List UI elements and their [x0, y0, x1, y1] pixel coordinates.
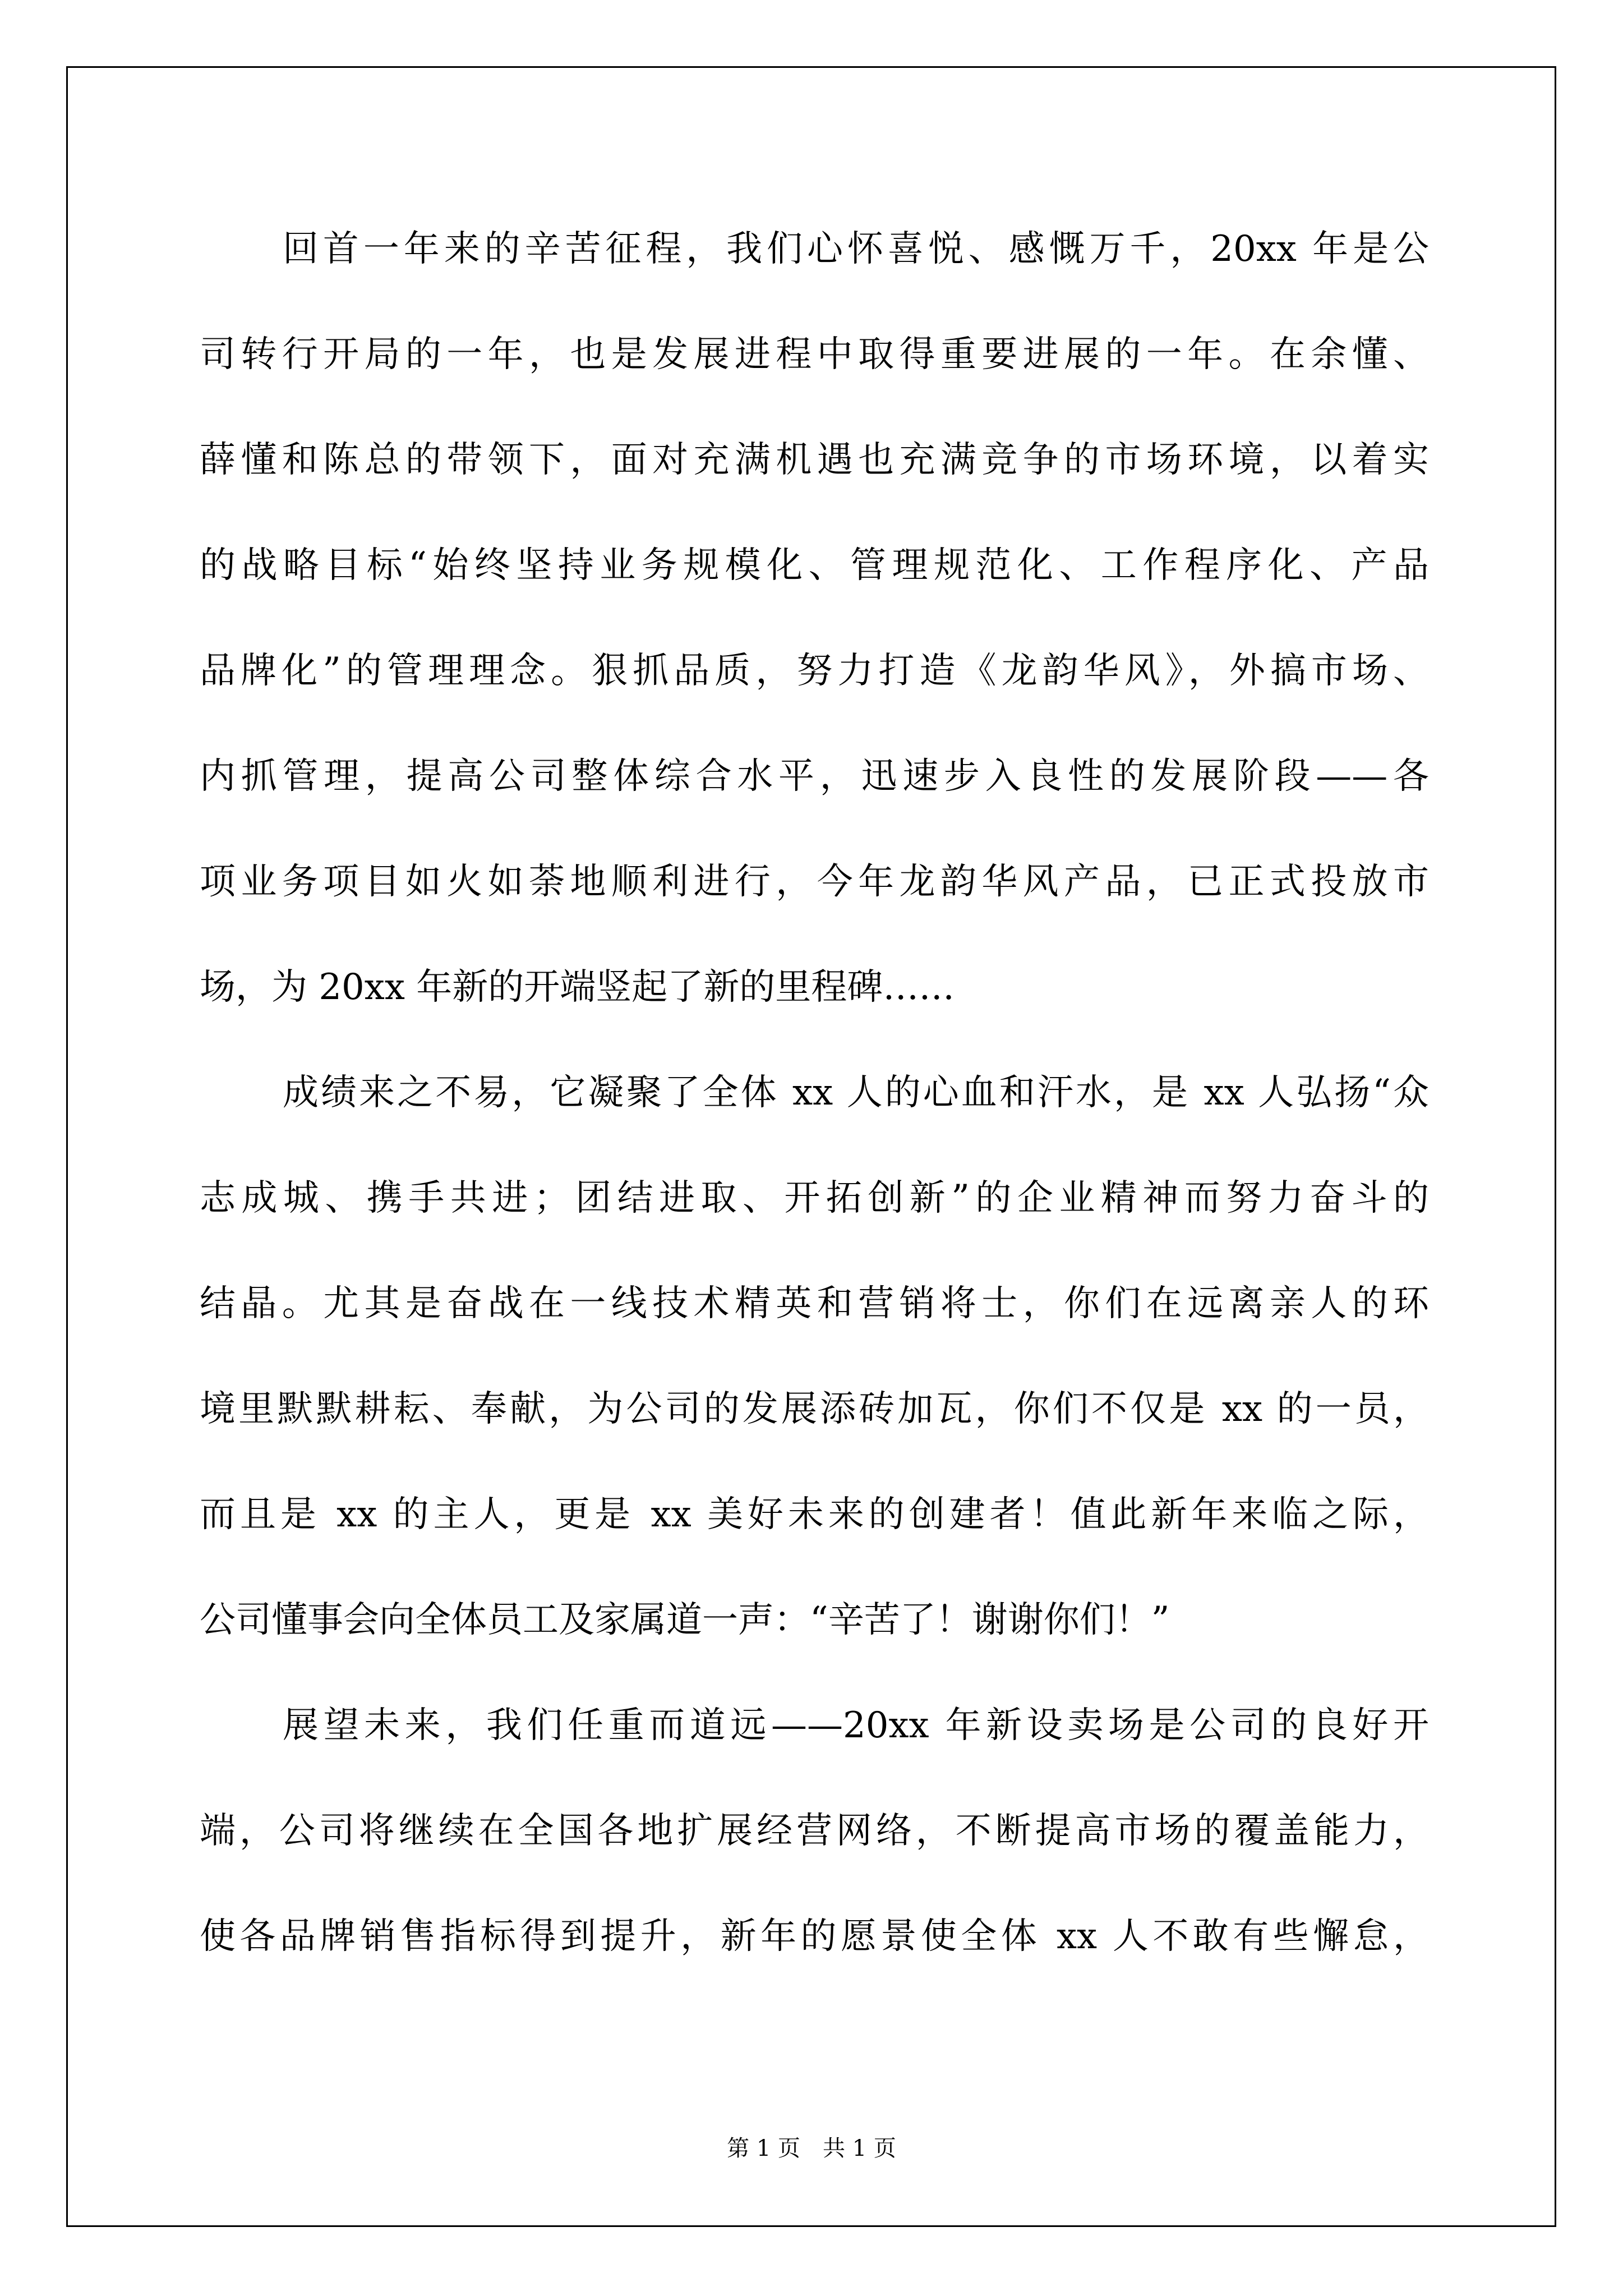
paragraph-3-line-1: 展望未来，我们任重而道远——20xx 年新设卖场是公司的良好开 — [283, 1705, 1429, 1746]
paragraph-1-line-7: 项业务项目如火如荼地顺利进行，今年龙韵华风产品，已正式投放市 — [200, 861, 1429, 903]
paragraph-1-line-3: 薛懂和陈总的带领下，面对充满机遇也充满竞争的市场环境，以着实 — [200, 439, 1429, 481]
page-number-footer: 第 1 页 共 1 页 — [727, 2136, 896, 2161]
document-body — [200, 216, 1429, 2009]
paragraph-1-line-4: 的战略目标“始终坚持业务规模化、管理规范化、工作程序化、产品 — [200, 545, 1429, 586]
paragraph-2-line-2: 志成城、携手共进；团结进取、开拓创新”的企业精神而努力奋斗的 — [200, 1177, 1429, 1219]
paragraph-3-line-3: 使各品牌销售指标得到提升，新年的愿景使全体 xx 人不敢有些懈怠， — [200, 1916, 1429, 1957]
paragraph-2-line-3: 结晶。尤其是奋战在一线技术精英和营销将士，你们在远离亲人的环 — [200, 1283, 1429, 1324]
paragraph-2-line-6: 公司懂事会向全体员工及家属道一声：“辛苦了！谢谢你们！” — [200, 1599, 1170, 1641]
paragraph-2-line-5: 而且是 xx 的主人，更是 xx 美好未来的创建者！值此新年来临之际， — [200, 1494, 1429, 1535]
paragraph-2-line-1: 成绩来之不易，它凝聚了全体 xx 人的心血和汗水，是 xx 人弘扬“众 — [283, 1072, 1429, 1114]
paragraph-1-line-5: 品牌化”的管理理念。狠抓品质，努力打造《龙韵华风》，外搞市场、 — [200, 650, 1429, 692]
paragraph-3-line-2: 端，公司将继续在全国各地扩展经营网络，不断提高市场的覆盖能力， — [200, 1810, 1429, 1852]
paragraph-1-line-6: 内抓管理，提高公司整体综合水平，迅速步入良性的发展阶段——各 — [200, 756, 1429, 797]
paragraph-1-line-1: 回首一年来的辛苦征程，我们心怀喜悦、感慨万千，20xx 年是公 — [283, 228, 1429, 270]
paragraph-2-line-4: 境里默默耕耘、奉献，为公司的发展添砖加瓦，你们不仅是 xx 的一员， — [200, 1388, 1429, 1430]
paragraph-1-line-8: 场，为 20xx 年新的开端竖起了新的里程碑…… — [200, 967, 955, 1008]
paragraph-1-line-2: 司转行开局的一年，也是发展进程中取得重要进展的一年。在余懂、 — [200, 334, 1429, 375]
